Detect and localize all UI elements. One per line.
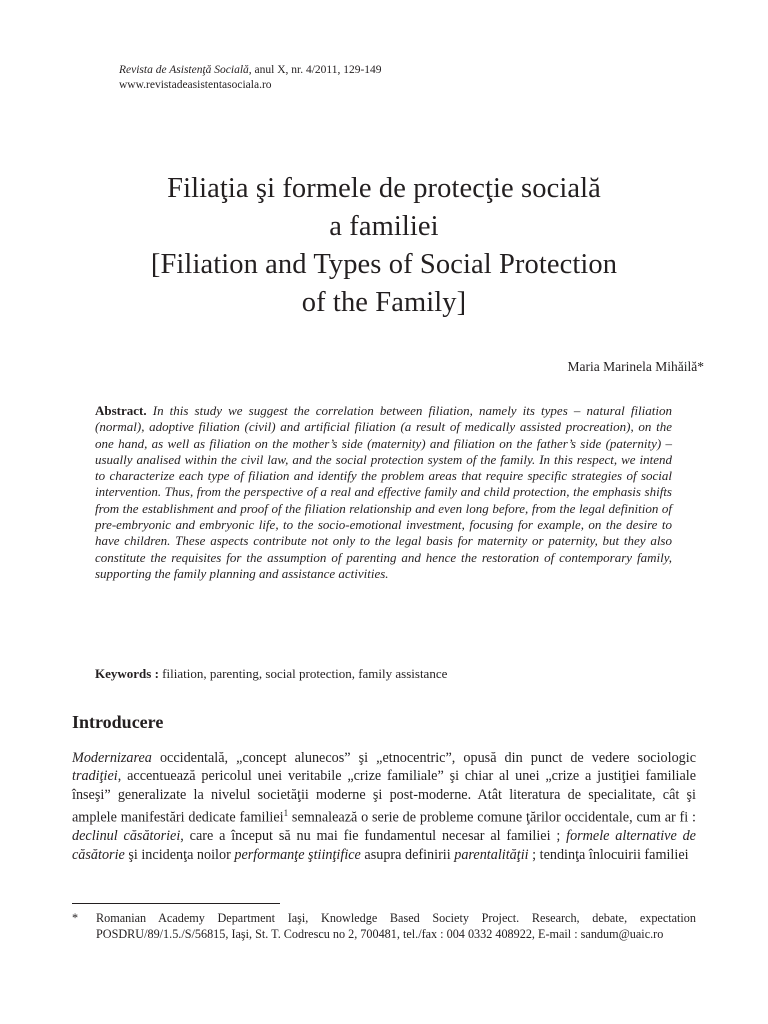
footnote-divider (72, 903, 280, 904)
text-run: ; tendinţa înlocuirii familiei (528, 846, 689, 863)
footnote-ref[interactable]: 1 (283, 808, 289, 819)
journal-name: Revista de Asistenţă Socială (119, 64, 249, 76)
text-run: semnalează o serie de probleme comune ţărilor occidentale, cum ar fi : (288, 809, 696, 826)
keywords-text: filiation, parenting, social protection, family assistance (162, 666, 448, 681)
emph-modernizarea: Modernizarea (72, 750, 152, 766)
emph-declinul: declinul căsătoriei (72, 828, 181, 845)
title-line-3: [Filiation and Types of Social Protection (150, 249, 618, 280)
body-paragraph (72, 749, 696, 864)
footnote (72, 910, 696, 942)
title-line-2: a familiei (329, 211, 439, 242)
footnote-text: Romanian Academy Department Iaşi, Knowledge Based Society Project. Research, debate, expectation POSDRU/89/1.5./S/56815, Iaşi, St. T. Codrescu no 2, 700481, tel./fax : 004 0332 408922, E-mail : sandum@uaic.ro (96, 911, 696, 942)
abstract-label: Abstract. (95, 403, 147, 418)
title-line-1: Filiaţia şi formele de protecţie socială (167, 173, 601, 204)
article-title (60, 170, 708, 322)
text-run: , accentuează pericolul unei veritabile „crize familiale” şi chiar al unei „crize a justiţiei familiale înseşi” generalizate la nivelul societăţii moderne şi post-moderne. Atât literatura de specialitate, cât şi amplele manifestări dedicate familiei (72, 768, 696, 826)
journal-citation (119, 63, 382, 78)
emph-traditiei: tradiţiei (72, 768, 118, 785)
keywords (95, 666, 447, 682)
text-run: şi incidenţa noilor (124, 846, 235, 863)
emph-formele: formele alternative de căsătorie (72, 828, 696, 863)
title-line-4: of the Family] (301, 287, 467, 318)
abstract-text: In this study we suggest the correlation between filiation, namely its types – natural filiation (normal), adoptive filiation (civil) and artificial filiation (a result of medically assisted procreation), on the one hand, as well as filiation on the mother’s side (maternity) and filiation on the father’s side (paternity) – usually analised within the civil law, and the social protection system of the family. In this respect, we intend to characterize each type of filiation and identify the problem areas that require specific strategies of social intervention. Thus, from the perspective of a real and effective family and child protection, the emphasis shifts from the establishment and proof of the filiation relationship and even long before, from the legal definition of pre-embryonic and embryonic life, to the socio-emotional investment, focusing for example, on the desire to have children. These aspects contribute not only to the legal basis for maternity or paternity, but they also constitute the requisites for the assumption of parenting and hence the restoration of contemporary family, supporting the family planning and assistance activities. (95, 403, 673, 581)
author-name: Maria Marinela Mihăilă* (567, 359, 704, 374)
keywords-label: Keywords : (95, 666, 159, 681)
journal-issue: , anul X, nr. 4/2011, 129-149 (248, 64, 382, 76)
emph-performante: performanţe ştiinţifice (234, 846, 361, 863)
section-heading: Introducere (72, 712, 164, 732)
text-run: , care a început să nu mai fie fundamentul necesar al familiei ; (180, 828, 567, 845)
emph-parentalitatii: parentalităţii (454, 846, 529, 863)
journal-url: www.revistadeasistentasociala.ro (119, 79, 272, 91)
running-header (119, 63, 382, 93)
text-run: asupra definirii (360, 846, 455, 863)
abstract (95, 403, 672, 582)
footnote-marker: * (72, 911, 79, 925)
text-run: occidentală, „concept alunecos” şi „etnocentric”, opusă din punct de vedere sociologic (151, 750, 696, 766)
